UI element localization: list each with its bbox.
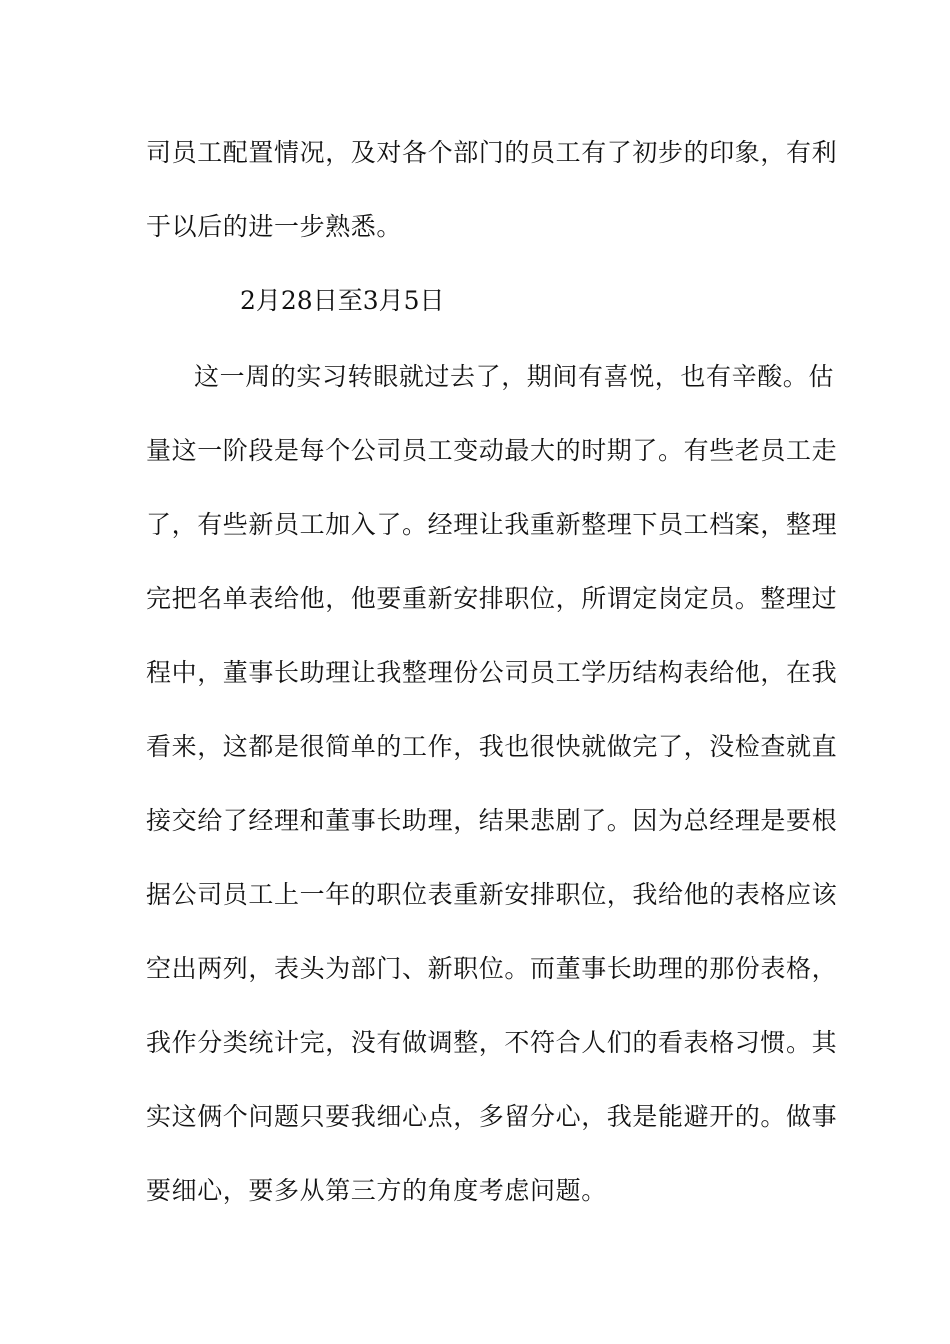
paragraph-line: 要细心，要多从第三方的角度考虑问题。 <box>146 1176 607 1205</box>
paragraph-line: 完把名单表给他，他要重新安排职位，所谓定岗定员。整理过 <box>146 584 838 613</box>
paragraph-line: 了，有些新员工加入了。经理让我重新整理下员工档案，整理 <box>146 510 838 539</box>
paragraph-line: 于以后的进一步熟悉。 <box>146 212 403 241</box>
paragraph-line: 程中，董事长助理让我整理份公司员工学历结构表给他，在我 <box>146 658 838 687</box>
paragraph-line: 据公司员工上一年的职位表重新安排职位，我给他的表格应该 <box>146 880 838 909</box>
paragraph-line: 空出两列，表头为部门、新职位。而董事长助理的那份表格， <box>146 954 838 983</box>
date-heading: 2月28日至3月5日 <box>240 286 445 315</box>
paragraph-line: 我作分类统计完，没有做调整，不符合人们的看表格习惯。其 <box>146 1028 838 1057</box>
paragraph-line: 量这一阶段是每个公司员工变动最大的时期了。有些老员工走 <box>146 436 838 465</box>
paragraph-line: 这一周的实习转眼就过去了，期间有喜悦，也有辛酸。估 <box>194 362 835 391</box>
paragraph-line: 接交给了经理和董事长助理，结果悲剧了。因为总经理是要根 <box>146 806 838 835</box>
paragraph-line: 司员工配置情况，及对各个部门的员工有了初步的印象，有利 <box>146 138 838 167</box>
paragraph-line: 看来，这都是很简单的工作，我也很快就做完了，没检查就直 <box>146 732 838 761</box>
paragraph-line: 实这俩个问题只要我细心点，多留分心，我是能避开的。做事 <box>146 1102 838 1131</box>
